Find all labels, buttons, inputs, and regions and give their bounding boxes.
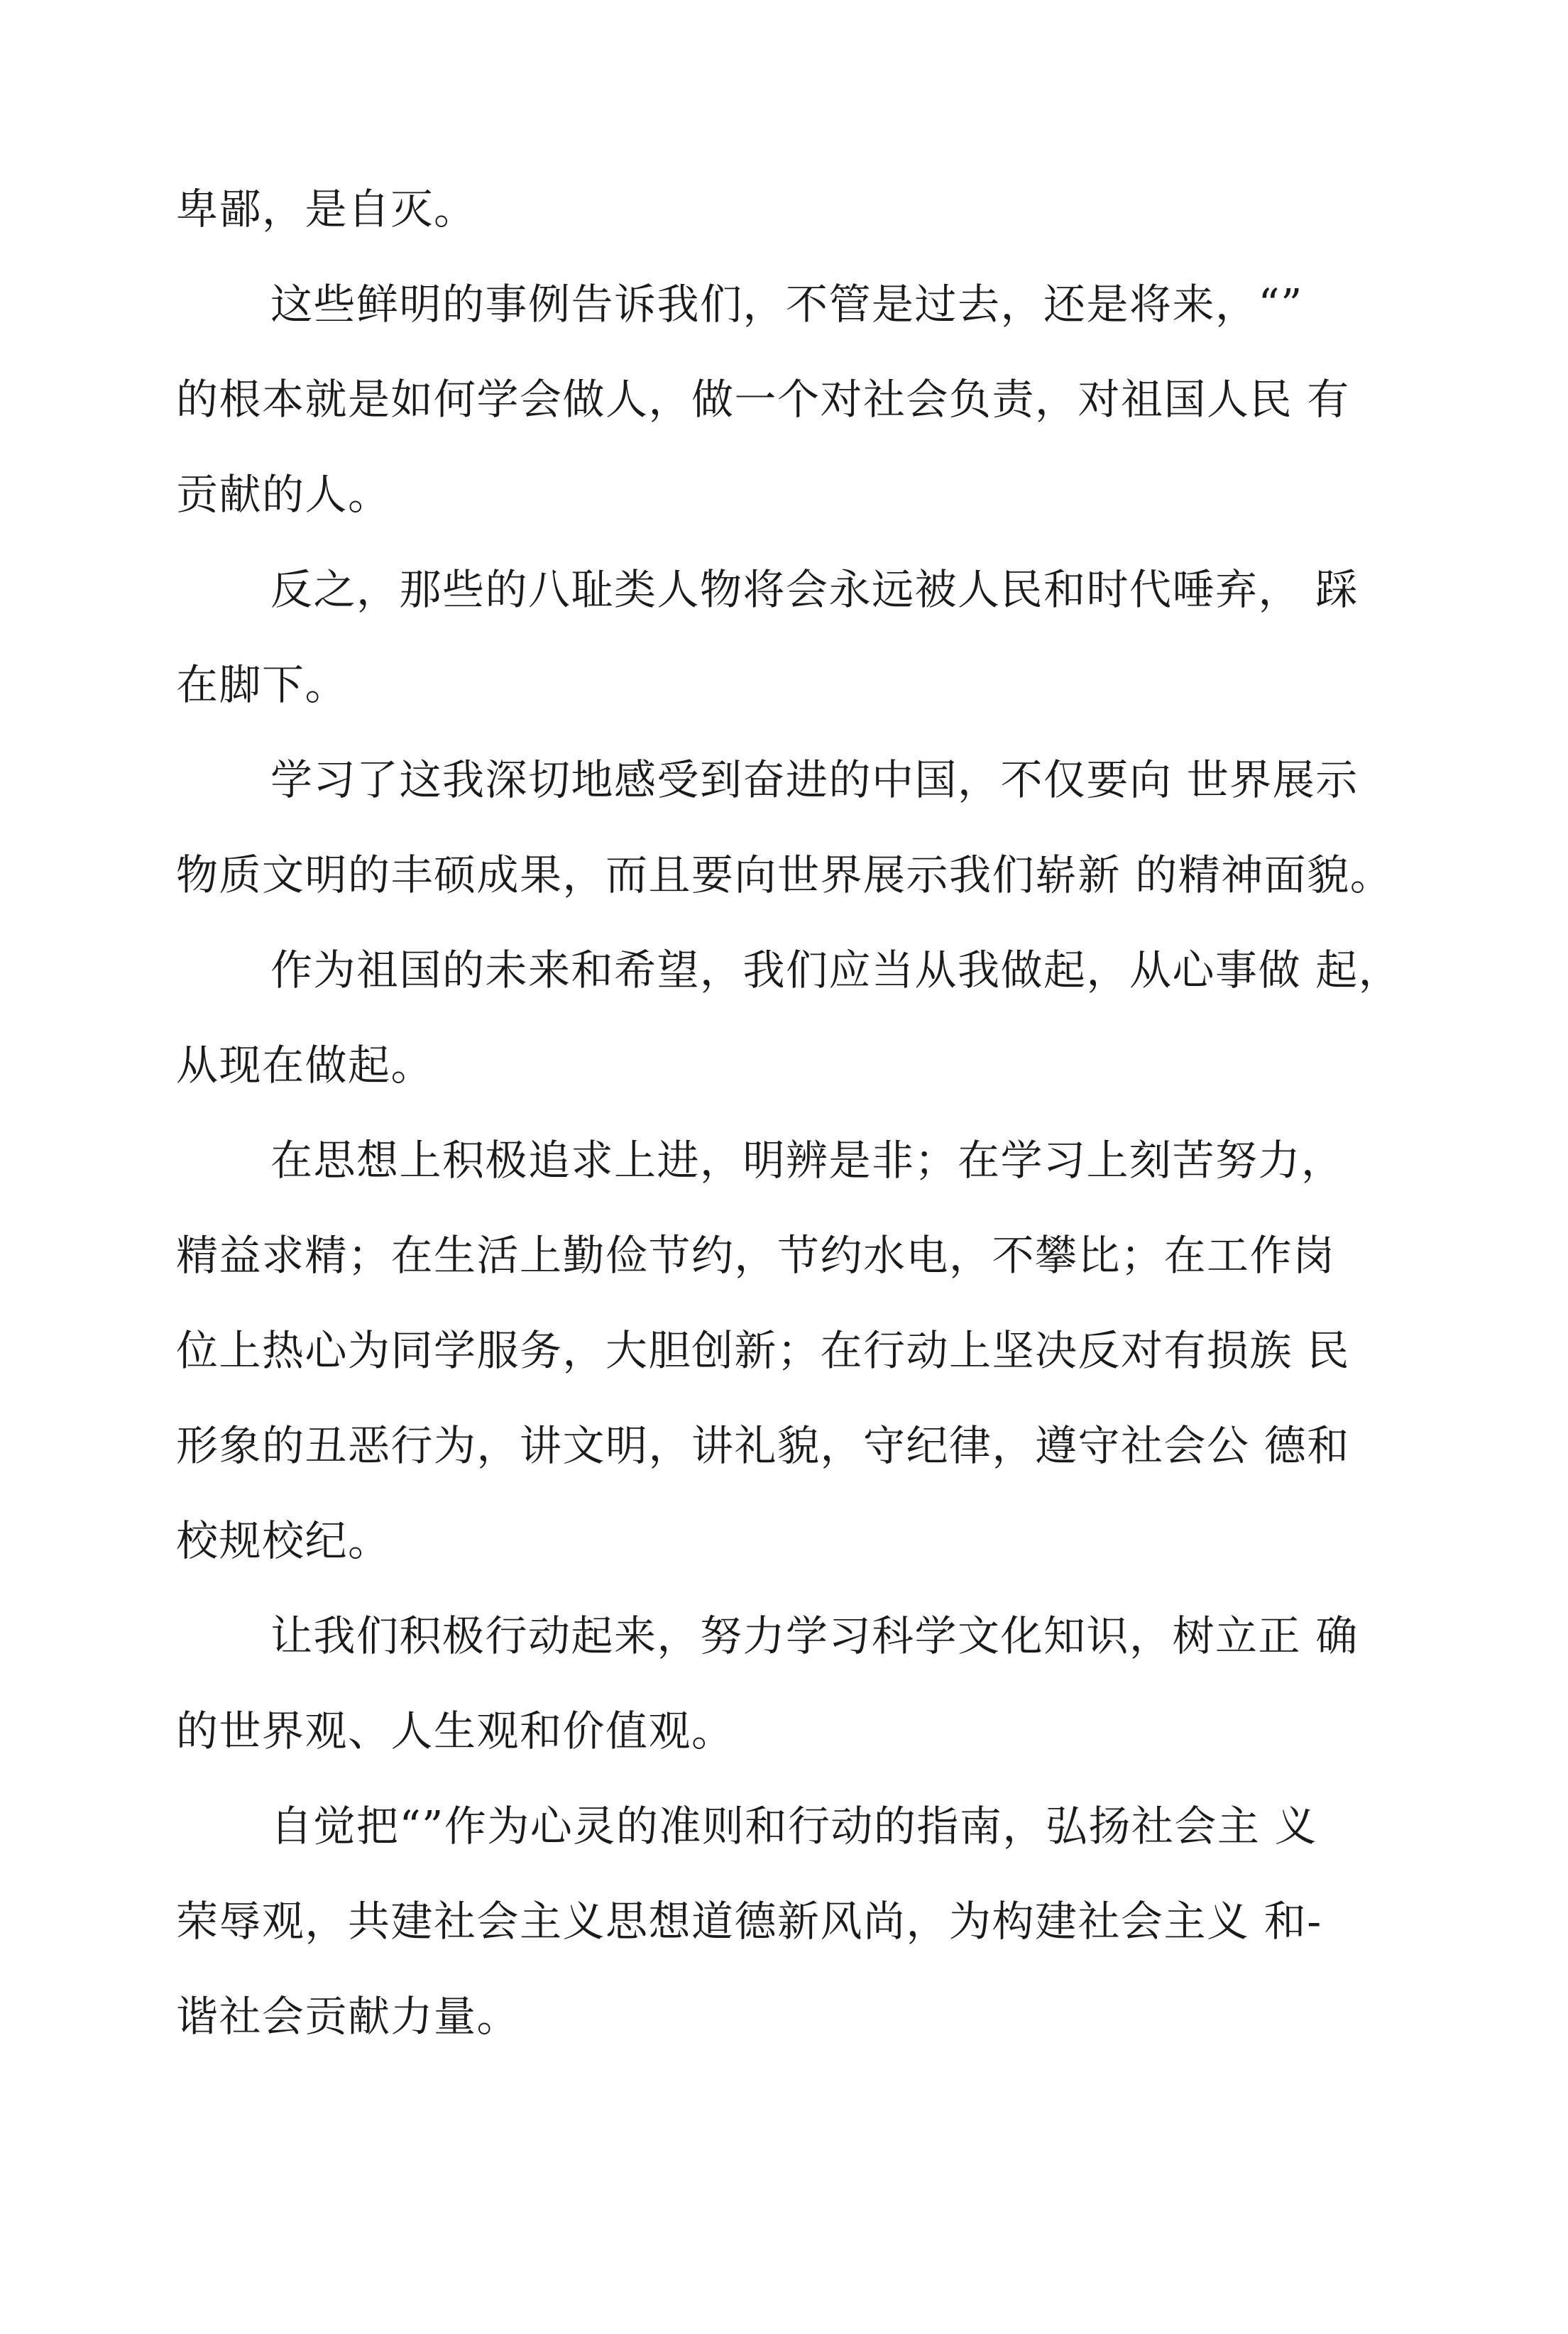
paragraph-line: 作为祖国的未来和希望，我们应当从我做起，从心事做 起， — [270, 946, 1402, 995]
paragraph-line: 的根本就是如何学会做人，做一个对社会负责，对祖国人民 有 — [176, 375, 1350, 424]
paragraph — [176, 1113, 1418, 1589]
paragraph-line: 荣辱观，共建社会主义思想道德新风尚，为构建社会主义 和- — [176, 1897, 1322, 1946]
paragraph-line: 学习了这我深切地感受到奋进的中国，不仅要向 世界展示 — [270, 755, 1359, 804]
paragraph-line: 贡献的人。 — [176, 470, 391, 519]
paragraph-line: 的世界观、人生观和价值观。 — [176, 1706, 735, 1755]
paragraph-line: 在思想上积极追求上进，明辨是非；在学习上刻苦努力， — [270, 1136, 1344, 1185]
paragraph-line: 位上热心为同学服务，大胆创新；在行动上坚决反对有损族 民 — [176, 1326, 1350, 1375]
paragraph-line: 形象的丑恶行为，讲文明，讲礼貌，守纪律，遵守社会公 德和 — [176, 1421, 1350, 1470]
paragraph-line: 校规校纪。 — [176, 1516, 391, 1565]
paragraph-line: 物质文明的丰硕成果，而且要向世界展示我们崭新 的精神面貌。 — [176, 850, 1393, 899]
paragraph — [176, 162, 1418, 257]
paragraph-line: 精益求精；在生活上勤俭节约，节约水电，不攀比；在工作岗 — [176, 1231, 1336, 1280]
paragraph — [176, 923, 1418, 1113]
paragraph — [176, 257, 1418, 542]
paragraph-line: 让我们积极行动起来，努力学习科学文化知识，树立正 确 — [270, 1611, 1359, 1660]
paragraph-line: 从现在做起。 — [176, 1041, 434, 1090]
paragraph-line: 卑鄙，是自灭。 — [176, 185, 477, 234]
paragraph — [176, 1589, 1418, 1779]
paragraph — [176, 1779, 1418, 2064]
paragraph-line: 自觉把“”作为心灵的准则和行动的指南，弘扬社会主 义 — [270, 1802, 1318, 1851]
paragraph-line: 这些鲜明的事例告诉我们，不管是过去，还是将来，“” — [270, 280, 1303, 329]
paragraph-line: 反之，那些的八耻类人物将会永远被人民和时代唾弃， 踩 — [270, 565, 1359, 614]
document-body — [176, 162, 1418, 2064]
paragraph — [176, 733, 1418, 923]
paragraph-line: 在脚下。 — [176, 660, 349, 709]
paragraph — [176, 542, 1418, 733]
paragraph-line: 谐社会贡献力量。 — [176, 1992, 520, 2041]
